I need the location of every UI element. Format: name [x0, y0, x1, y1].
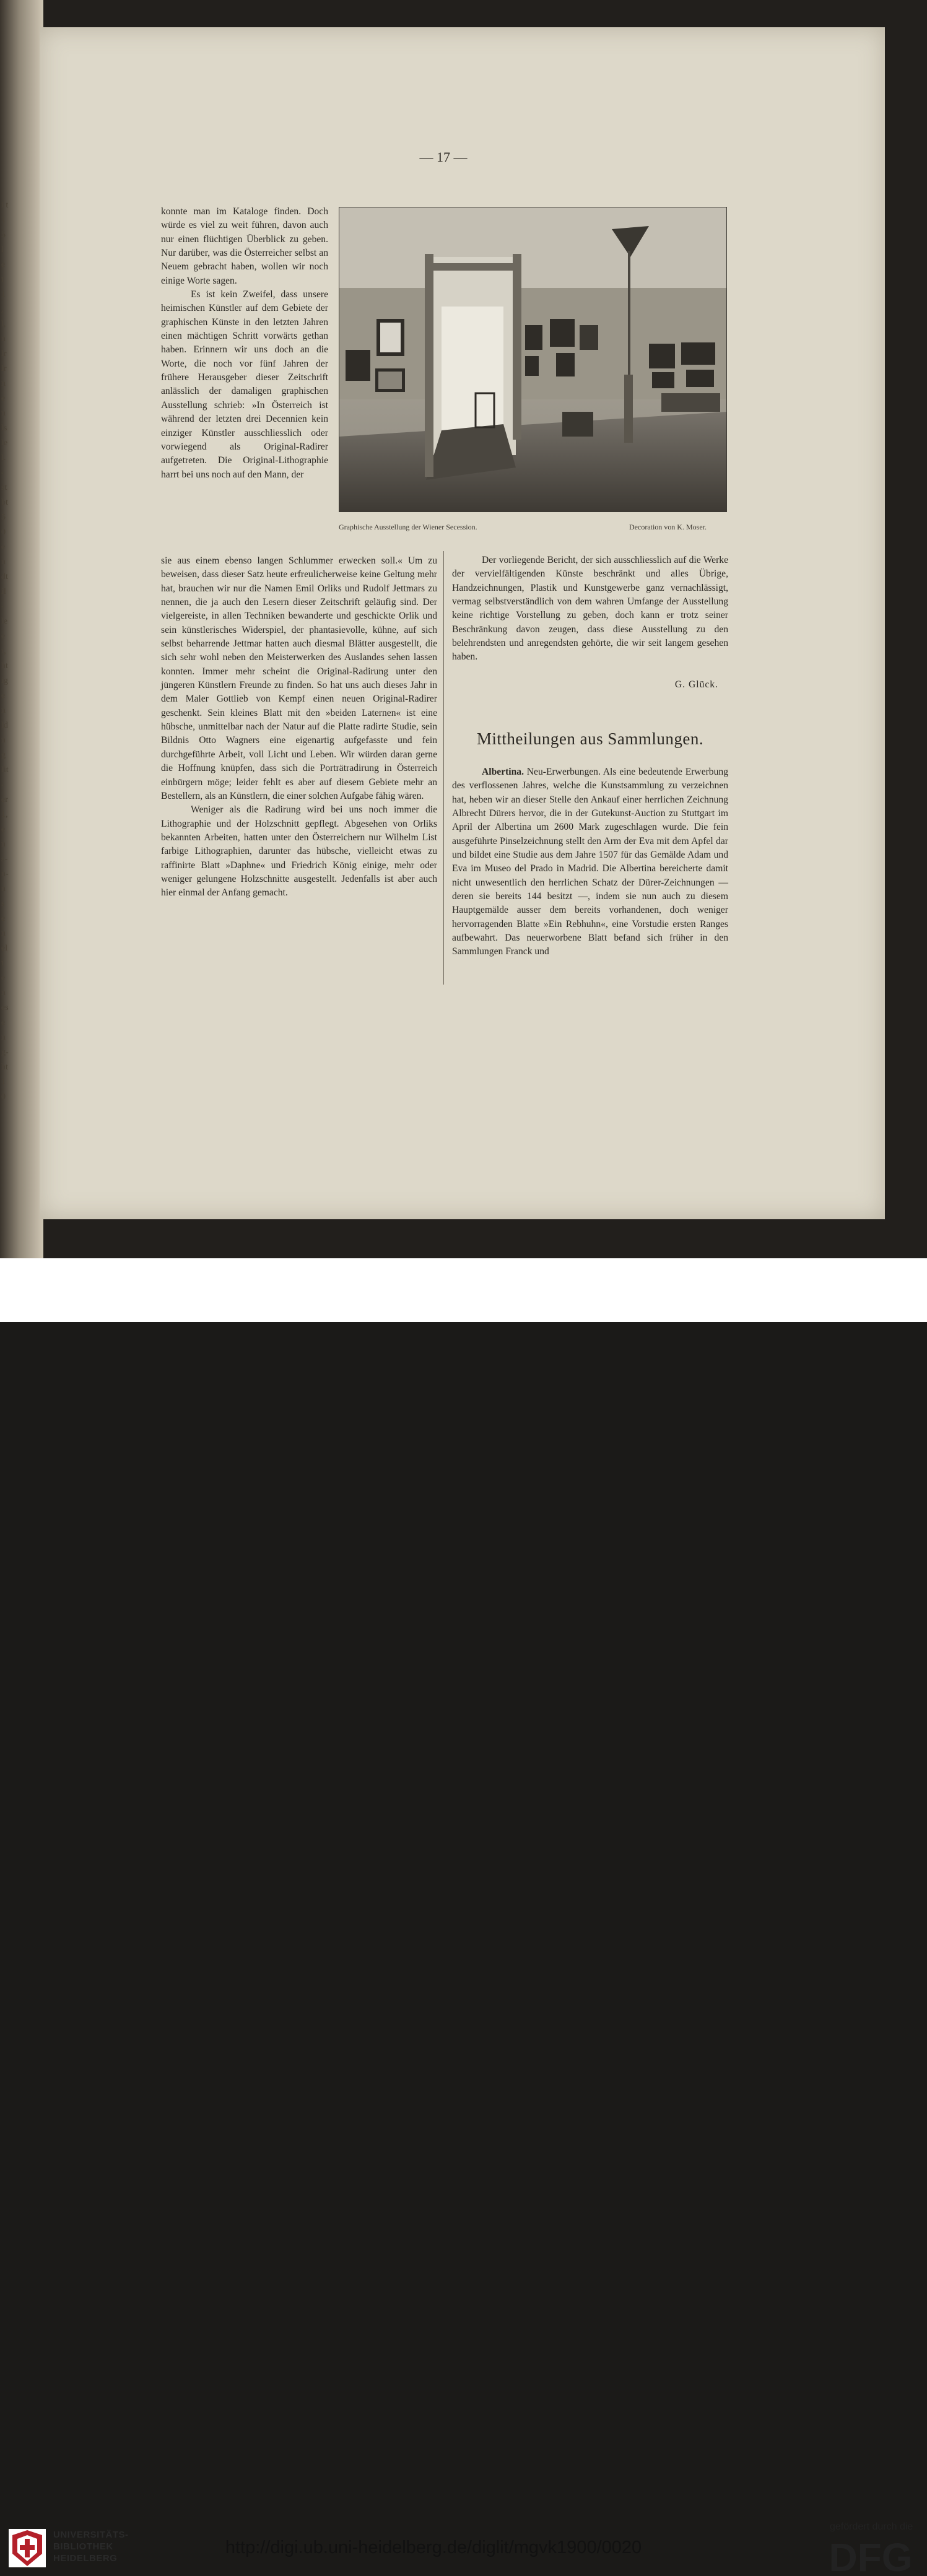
exhibition-photograph — [339, 207, 727, 512]
section-heading: Mittheilungen aus Sammlungen. — [476, 729, 704, 748]
scan-viewer — [0, 0, 927, 1258]
university-logo-icon[interactable] — [9, 2529, 46, 2567]
paragraph: Weniger als die Radirung wird bei uns noch immer die Lithographie und der Holzschnitt gepflegt. Abgesehen von Orliks bekannten Arbeiten, hatten unter den Österreichern nur Wilhelm List farbige Lithographien, darunter das hübsche, vielleicht etwas zu raffinirte Blatt »Daphne« und Friedrich König einige, mehr oder weniger gelungene Holzschnitte ausgestellt. Jedenfalls ist aber auch hier einmal der Anfang gemacht. — [161, 804, 437, 899]
dfg-logo-text: DFG — [829, 2536, 913, 2576]
author-signature: G. Glück. — [674, 679, 718, 690]
page-number: — 17 — — [419, 149, 468, 165]
paragraph: Der vorliegende Bericht, der sich ausschliesslich auf die Werke der vervielfältigenden Künste beschränkt und alles Übrige, Handzeichnungen, Plastik und Kunstgewerbe ganz vernachlässigt, vermag selbstverständlich von dem wahren Umfange der Ausstellung keine richtige Vorstellung zu geben, doch kann er trotz seiner Beschränkung davon zeugen, dass diese Ausstellung zu den belehrendsten und anregendsten gehörte, die wir seit langem gesehen haben. — [452, 555, 728, 663]
dfg-logo-icon[interactable] — [821, 2536, 920, 2576]
permalink-url[interactable]: http://digi.ub.uni-heidelberg.de/diglit/mgvk1900/0020 — [225, 2538, 642, 2557]
paragraph: konnte man im Kataloge finden. Doch würde es viel zu weit führen, davon auch nur einen flüchtigen Überblick zu geben. Nur darüber, was die Österreicher selbst an Neuem gebracht haben, wollen wir noch einige Worte sagen. — [161, 206, 328, 286]
figure-credit: Decoration von K. Moser. — [629, 523, 707, 531]
figure-caption: Graphische Ausstellung der Wiener Secession. — [339, 523, 477, 531]
institution-line: UNIVERSITÄTS- — [53, 2530, 129, 2540]
paragraph: Es ist kein Zweifel, dass unsere heimischen Künstler auf dem Gebiete der graphischen Künste in den letzten Jahren einen mächtigen Schritt vorwärts gethan haben. Erinnern wir uns doch an die Worte, die noch vor fünf Jahren der frühere Herausgeber dieser Zeitschrift anlässlich der damaligen graphischen Ausstellung schrieb: »In Österreich ist während der letzten drei Decennien kein einziger Künstler ausschliesslich oder vorwiegend als Original-Radirer aufgetreten. Die Original-Lithographie harrt bei uns noch auf den Mann, der — [161, 289, 328, 480]
funded-by-label: gefördert durch die — [830, 2522, 913, 2532]
gallery-room-illustration — [339, 207, 726, 511]
section-body — [452, 765, 728, 959]
section-text: Neu-Erwerbungen. Als eine bedeutende Erwerbung des verflossenen Jahres, welche die Kunstsammlung zu verzeichnen hat, heben wir an dieser Stelle den Ankauf einer herrlichen Zeichnung Albrecht Dürers hervor, die in der Gutekunst-Auction zu Stuttgart im April der Albertina um 2600 Mark zugeschlagen wurde. Die fein ausgeführte Pinselzeichnung stellt den Arm der Eva mit dem Apfel dar und bildet eine Studie aus dem Jahre 1507 für das Gemälde Adam und Eva im Museo del Prado in Madrid. Die Albertina bereicherte damit nicht unwesentlich den herrlichen Schatz der Dürer-Zeichnungen — deren sie bereits 144 besitzt —, indem sie nun auch zu diesem Hauptgemälde ausser dem bereits vorhandenen, doch weniger hervorragenden Blatte »Ein Rebhuhn«, eine Vorstudie ersten Ranges aufbewahrt. Das neuerworbene Blatt befand sich früher in den Sammlungen Franck und — [452, 767, 728, 957]
institution-name[interactable] — [53, 2529, 129, 2564]
institution-line: BIBLIOTHEK — [53, 2541, 113, 2552]
paragraph: sie aus einem ebenso langen Schlummer erwecken soll.« Um zu beweisen, dass dieser Satz heute erfreulicherweise keine Geltung mehr hat, brauchen wir nur die Namen Emil Orliks und Rudolf Jettmars zu nennen, die ja auch den Lesern dieser Zeitschrift geläufig sind. Der vielgereiste, in allen Techniken bewanderte und geschickte Orlik und sein künstlerisches Widerspiel, der phantasievolle, kühne, auf sich selbst beharrende Jettmar hatten auch diesmal Blätter ausgestellt, die sich sehr wohl neben den Meisterwerken des Auslandes sehen lassen konnten. Immer mehr scheint die Original-Radirung unter den jüngeren Künstlern Freunde zu finden. So hat uns auch dieses Jahr in dem Maler Gottlieb von Kempf einen neuen Original-Radirer geschenkt. Sein kleines Blatt mit den »beiden Laternen« ist eine hübsche, unmittelbar nach der Natur auf die Platte radirte Studie, sein Bildnis Otto Wagners eine eigenartig aufgefasste und fein durchgeführte Arbeit, voll Licht und Leben. Wir würden daran gerne die Hoffnung knüpfen, dass sich die Porträtradirung in Österreich einbürgern möge; leider fehlt es aber auf diesem Gebiete mehr an Bestellern, als an Künstlern, die einer solchen Aufgabe fähig wären. — [161, 555, 437, 801]
institution-line: HEIDELBERG — [53, 2553, 118, 2564]
margin-text-fragments: i t 1 5 l e t 1 , l, n lr lr n e n ls le l. - st bt 50 en dt il- le er, ht ig en ld ng lit- er 1, en s- n- ns en elt en es en g- ht 10 — [1, 201, 9, 1102]
left-column-narrow — [161, 205, 328, 482]
section-lead: Albertina. — [482, 767, 524, 777]
previous-page-edge — [0, 0, 43, 1258]
footer-bar — [0, 1258, 927, 2576]
left-column — [161, 554, 437, 900]
right-column — [452, 554, 728, 664]
column-divider — [443, 551, 444, 985]
paragraph — [452, 765, 728, 959]
